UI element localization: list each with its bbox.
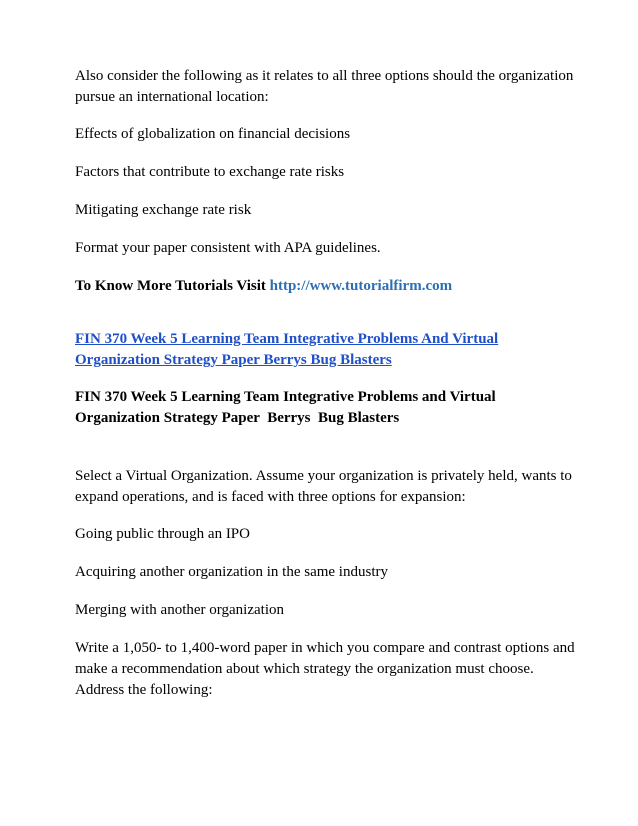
paper-heading: FIN 370 Week 5 Learning Team Integrative Problems and Virtual Organization Strategy Paper Berrys Bug Blasters — [75, 389, 500, 426]
consideration-item: Effects of globalization on financial decisions — [75, 126, 351, 142]
format-note: Format your paper consistent with APA guidelines. — [75, 240, 381, 256]
consideration-item: Mitigating exchange rate risk — [75, 202, 252, 218]
promo-url-link[interactable]: http://www.tutorialfirm.com — [269, 278, 453, 294]
option-item: Acquiring another organization in the same industry — [75, 564, 388, 580]
intro-paragraph: Also consider the following as it relates to all three options should the organization pursue an international location: — [75, 68, 574, 105]
option-item: Merging with another organization — [75, 602, 284, 618]
promo-line — [75, 276, 575, 297]
write-instruction-paragraph: Write a 1,050- to 1,400-word paper in which you compare and contrast options and make a recommendation about which strategy the organization must choose. Address the following: — [75, 640, 575, 698]
consideration-item: Factors that contribute to exchange rate risks — [75, 164, 345, 180]
task-intro-paragraph: Select a Virtual Organization. Assume your organization is privately held, wants to expand operations, and is faced with three options for expansion: — [75, 468, 572, 505]
promo-text: To Know More Tutorials Visit — [75, 278, 266, 294]
document-page — [75, 66, 575, 701]
title-link[interactable]: FIN 370 Week 5 Learning Team Integrative Problems And Virtual Organization Strategy Paper Berrys Bug Blasters — [75, 331, 499, 368]
option-item: Going public through an IPO — [75, 526, 250, 542]
